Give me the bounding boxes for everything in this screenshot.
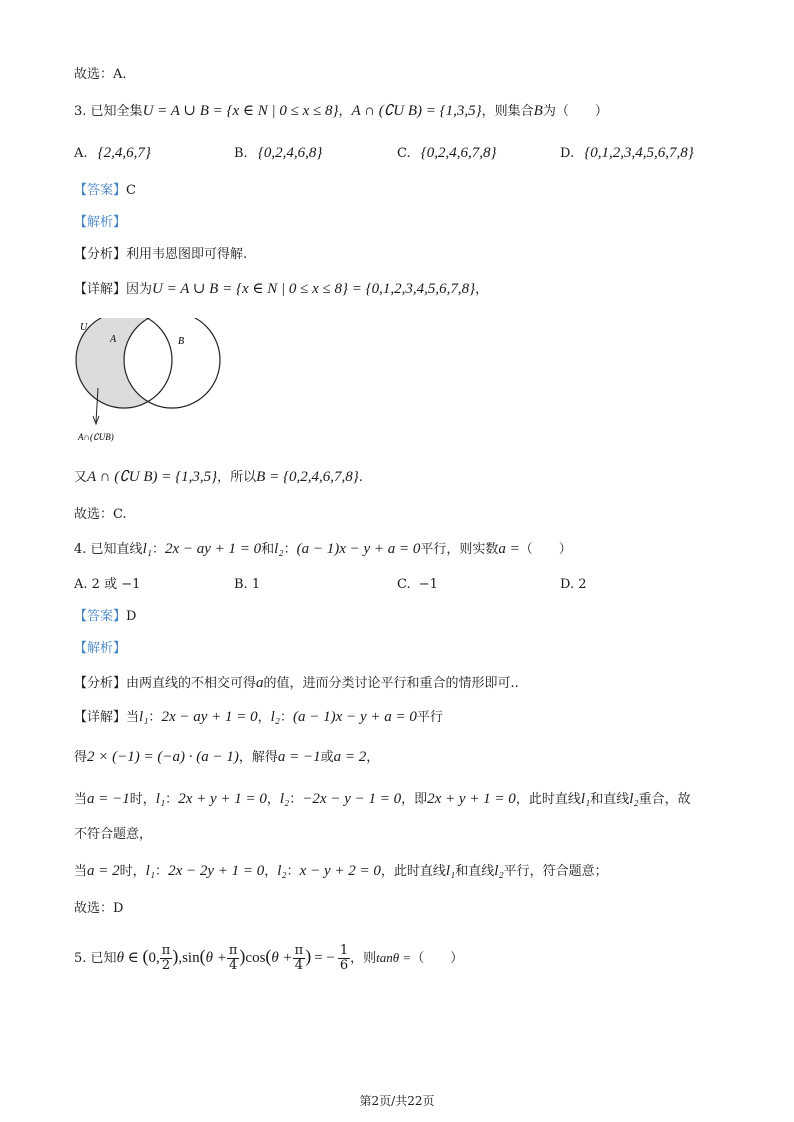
q4-case2-cond: a = 2 [87, 863, 120, 879]
q4-detail-sep: ， [257, 710, 271, 725]
q4-case1-text-e: 和直线 [590, 792, 630, 807]
q4-case2-eq2: x − y + 2 = 0 [299, 863, 381, 879]
q5-paren-close: ) [172, 946, 179, 966]
q5-zero: 0, [148, 950, 160, 966]
q5-eq-minus: = − [314, 950, 335, 966]
q4-stem [74, 538, 572, 561]
q4-option-a-value: 2 或 −1 [91, 577, 141, 592]
q3-option-c-value: {0,2,4,6,7,8} [420, 145, 497, 161]
venn-diagram [74, 318, 234, 448]
q3-analysis-label: 【解析】 [74, 215, 127, 230]
q4-case2-colon: ： [155, 864, 169, 879]
q3-also-eq1: A ∩ (∁U B) = {1,3,5} [87, 469, 218, 485]
q5-paren-open-3: ( [265, 946, 272, 966]
q4-case2-m2: l₂ [494, 863, 504, 879]
q3-option-c-label: C. [397, 146, 411, 161]
q4-conclusion: 故选：D [74, 901, 124, 916]
q3-fenxi-text: 利用韦恩图即可得解. [126, 247, 248, 262]
q4-detail-eq2: (a − 1)x − y + a = 0 [293, 709, 417, 725]
q4-case2 [74, 860, 608, 883]
q4-option-d-value: 2 [578, 577, 587, 592]
q4-case1-cond: a = −1 [87, 791, 130, 807]
q4-option-b-value: 1 [251, 577, 261, 592]
q4-detail-text-b: 平行 [416, 710, 443, 725]
q3-answer-tag: 【答案】 [74, 183, 127, 198]
q3-option-d-value: {0,1,2,3,4,5,6,7,8} [584, 145, 694, 161]
q4-option-d [560, 574, 587, 596]
q4-case1-m2: l₂ [629, 791, 639, 807]
q3-also [74, 466, 363, 489]
q4-case1-text-c: ，即 [401, 792, 428, 807]
q4-option-a [74, 574, 140, 596]
q3-answer-value: C [126, 183, 136, 198]
q3-answer [74, 180, 136, 202]
q4-case2-m1: l₁ [445, 863, 456, 879]
q5-stem [74, 936, 463, 979]
q4-eq1: 2x − ay + 1 = 0 [164, 541, 262, 557]
q3-stem [74, 100, 608, 123]
q5-paren-close-3: ) [305, 946, 312, 966]
venn-a-label: A [110, 334, 117, 345]
q4-case1-text-b: 时， [129, 792, 156, 807]
q4-option-b-label: B. [234, 577, 248, 592]
q4-case1-sep: ， [266, 792, 280, 807]
q4-analysis-tag [74, 638, 126, 660]
q3-conclusion: 故选：C. [74, 507, 127, 522]
q4-fenxi-tag: 【分析】 [74, 676, 127, 691]
q4-case1-eq3: 2x + y + 1 = 0 [427, 791, 516, 807]
q4-detail-colon-2: ： [280, 710, 294, 725]
q4-case1-eq2: −2x − y − 1 = 0 [302, 791, 402, 807]
q5-frac-pi-4-b [293, 944, 306, 973]
q3-option-b-value: {0,2,4,6,8} [257, 145, 323, 161]
q4-fenxi [74, 672, 519, 695]
q3-eq-universal: U = A ∪ B = {x ∈ N | 0 ≤ x ≤ 8} [142, 103, 339, 119]
q4-stem-text-b: 平行，则实数 [420, 542, 499, 557]
q4-case1-eq1: 2x + y + 1 = 0 [178, 791, 267, 807]
q3-set-b: B [533, 103, 543, 119]
q5-frac-pi-2 [160, 944, 173, 973]
q5-frac-pi-2-den: 2 [161, 958, 171, 973]
q3-stem-text: 已知全集 [90, 104, 143, 119]
q4-case1-l1: l₁ [155, 791, 166, 807]
q4-analysis-label: 【解析】 [74, 641, 127, 656]
q4-answer [74, 606, 136, 628]
q4-detail [74, 706, 443, 729]
q5-theta: θ ∈ [116, 950, 143, 966]
q4-l2: l₂ [274, 541, 284, 557]
q5-theta-plus-2: θ + [271, 950, 293, 966]
q5-frac-pi-4-num: π [228, 943, 238, 958]
q4-option-d-label: D. [560, 577, 575, 592]
q4-l1: l₁ [142, 541, 152, 557]
q4-case1-text: 当 [74, 792, 88, 807]
q4-case2-eq1: 2x − 2y + 1 = 0 [168, 863, 265, 879]
q4-case2-text-b: 时， [119, 864, 146, 879]
q4-get-eq: 2 × (−1) = (−a) · (a − 1) [87, 749, 239, 765]
q3-option-d [560, 142, 694, 165]
q3-detail-eq: U = A ∪ B = {x ∈ N | 0 ≤ x ≤ 8} = {0,1,2,3,4,5,6,7,8} [152, 281, 476, 297]
q5-stem-text-b: ，则 [350, 951, 377, 966]
q4-case1-colon: ： [165, 792, 179, 807]
q4-eq2: (a − 1)x − y + a = 0 [296, 541, 421, 557]
prev-conclusion: 故选：A. [74, 67, 127, 82]
q5-frac-1-6-num: 1 [339, 943, 349, 958]
q4-number: 4. [74, 542, 87, 557]
q3-number: 3. [74, 104, 87, 119]
q4-case2-text: 当 [74, 864, 88, 879]
q3-eq-intersection: A ∩ (∁U B) = {1,3,5} [351, 103, 482, 119]
q4-case1-colon-2: ： [289, 792, 303, 807]
q5-frac-pi-4-den: 4 [228, 958, 238, 973]
q4-case1-l2: l₂ [279, 791, 290, 807]
q4-get-end: ， [366, 750, 380, 765]
q5-number: 5. [74, 951, 87, 966]
q4-and: 和 [261, 542, 275, 557]
q4-detail-text: 当 [126, 710, 140, 725]
q3-also-eq2: B = {0,2,4,6,7,8} [256, 469, 359, 485]
q4-detail-colon: ： [148, 710, 162, 725]
q4-option-a-label: A. [74, 577, 88, 592]
q3-detail-tag: 【详解】 [74, 282, 127, 297]
q4-fenxi-var: a [256, 675, 264, 691]
q4-get-or: 或 [320, 750, 334, 765]
q4-case1-text-f: 重合，故 [638, 792, 691, 807]
q5-paren-open-2: ( [199, 946, 206, 966]
q4-detail-l2: l₂ [270, 709, 281, 725]
q3-detail [74, 278, 488, 301]
q5-stem-text: 已知 [90, 951, 117, 966]
q4-detail-l1: l₁ [139, 709, 149, 725]
q4-a-var: a = [498, 541, 520, 557]
q5-stem-text-c: （ ） [411, 951, 464, 966]
q5-frac-pi-2-num: π [161, 943, 171, 958]
q5-sin: ,sin [178, 950, 200, 966]
venn-b-label: B [178, 336, 185, 347]
q4-answer-value: D [126, 609, 137, 624]
q3-fenxi [74, 244, 247, 266]
q4-option-c-value: −1 [418, 577, 438, 592]
q4-case2-text-f: 平行，符合题意； [503, 864, 608, 879]
q3-option-d-label: D. [560, 146, 575, 161]
q3-also-end: . [358, 470, 363, 485]
q4-case2-l1: l₁ [145, 863, 156, 879]
q5-theta-plus: θ + [205, 950, 227, 966]
q3-detail-end: ， [475, 282, 489, 297]
q3-option-a-value: {2,4,6,7} [97, 145, 151, 161]
q5-frac-pi-4-b-num: π [294, 943, 304, 958]
q4-get [74, 746, 379, 769]
q4-get-r2: a = 2 [333, 749, 367, 765]
q3-option-a-label: A. [74, 146, 88, 161]
q5-paren-close-2: ) [239, 946, 246, 966]
q4-case2-text-e: 和直线 [455, 864, 495, 879]
q5-frac-pi-4 [227, 944, 240, 973]
q3-also-text-b: ，所以 [217, 470, 257, 485]
page-footer: 第2页/共22页 [359, 1094, 435, 1108]
q4-option-b [234, 574, 260, 596]
q5-cos: cos [245, 950, 266, 966]
q4-fenxi-text-b: 的值，进而分类讨论平行和重合的情形即可.. [263, 676, 519, 691]
q3-also-text: 又 [74, 470, 88, 485]
q4-case2-l2: l₂ [277, 863, 287, 879]
q4-stem-text-c: （ ） [519, 542, 572, 557]
q3-fenxi-tag: 【分析】 [74, 247, 127, 262]
q3-sep: ， [338, 104, 352, 119]
venn-u-label: U [80, 322, 88, 333]
q4-option-c-label: C. [397, 577, 411, 592]
q3-analysis-tag [74, 212, 126, 234]
q4-detail-tag: 【详解】 [74, 710, 127, 725]
q3-detail-text: 因为 [126, 282, 153, 297]
q3-stem-text-b: ，则集合 [481, 104, 534, 119]
q4-colon-2: ： [283, 542, 297, 557]
q3-option-b [234, 142, 322, 165]
q3-stem-text-c: 为（ ） [542, 104, 608, 119]
q3-option-a [74, 142, 151, 165]
q3-option-c [397, 142, 497, 165]
q4-case1-text-d: ，此时直线 [515, 792, 581, 807]
q4-case1-m1: l₁ [580, 791, 591, 807]
q4-get-text-b: ，解得 [238, 750, 278, 765]
q4-case2-text-c: ，此时直线 [380, 864, 446, 879]
q4-answer-tag: 【答案】 [74, 609, 127, 624]
q4-get-text: 得 [74, 750, 88, 765]
q4-stem-text: 已知直线 [90, 542, 143, 557]
q4-option-c [397, 574, 438, 596]
q5-frac-pi-4-b-den: 4 [294, 958, 304, 973]
venn-caption: A∩(∁UB) [78, 432, 114, 442]
q5-paren-open: ( [142, 946, 149, 966]
q4-case2-colon-2: ： [286, 864, 300, 879]
q4-get-r1: a = −1 [277, 749, 321, 765]
q4-colon: ： [151, 542, 165, 557]
q4-case2-sep: ， [264, 864, 278, 879]
q4-fenxi-text: 由两直线的不相交可得 [126, 676, 257, 691]
q5-frac-1-6-den: 6 [339, 958, 349, 973]
q3-option-b-label: B. [234, 146, 248, 161]
q4-case1 [74, 788, 691, 811]
q5-frac-1-6 [338, 944, 350, 973]
q5-tan: tanθ = [376, 950, 412, 965]
q4-detail-eq1: 2x − ay + 1 = 0 [161, 709, 258, 725]
q4-case1-tail: 不符合题意， [74, 827, 153, 842]
